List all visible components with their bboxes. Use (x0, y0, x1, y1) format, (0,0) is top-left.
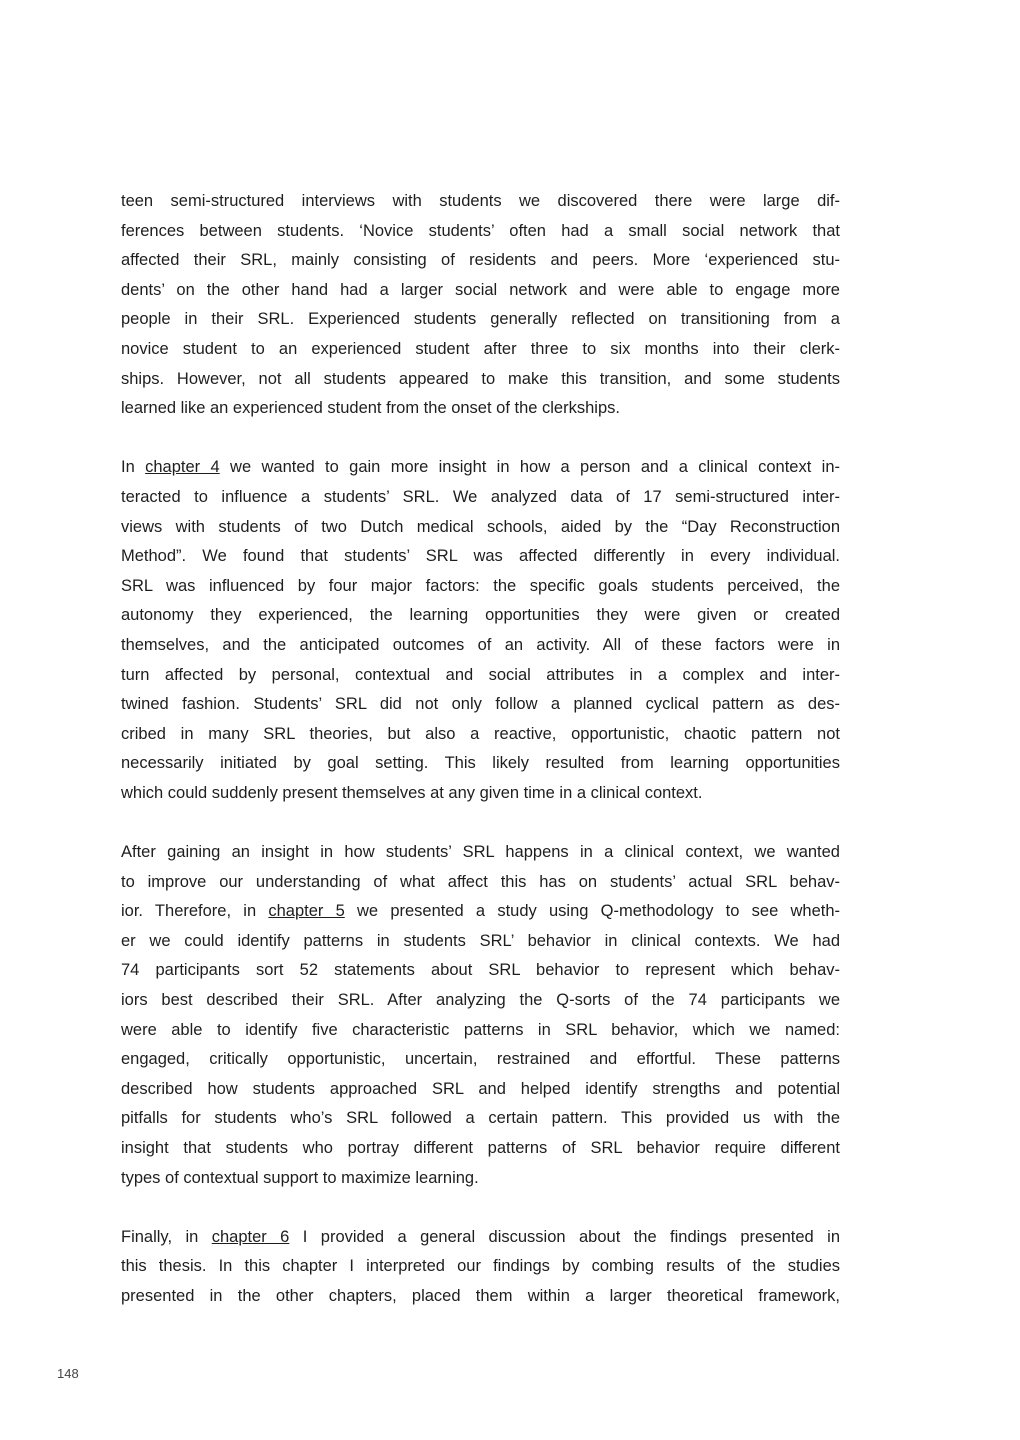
chapter-link[interactable]: chapter 6 (211, 1227, 290, 1246)
text-line: iors best described their SRL. After analyzing the Q-sorts of the 74 participants we (121, 991, 840, 1010)
text-line: pitfalls for students who’s SRL followed a certain pattern. This provided us with the (121, 1109, 840, 1128)
text-line: ior. Therefore, in chapter 5 we presented a study using Q-methodology to see wheth- (121, 902, 840, 921)
text-line: ferences between students. ‘Novice students’ often had a small social network that (121, 221, 840, 240)
text-line: engaged, critically opportunistic, uncertain, restrained and effortful. These patterns (121, 1050, 840, 1069)
text-line: In chapter 4 we wanted to gain more insight in how a person and a clinical context in- (121, 458, 840, 477)
page-number: 148 (57, 1366, 79, 1381)
text-line: which could suddenly present themselves at any given time in a clinical context. (121, 783, 703, 802)
text-line: novice student to an experienced student after three to six months into their clerk- (121, 339, 840, 358)
text-line: twined fashion. Students’ SRL did not only follow a planned cyclical pattern as des- (121, 695, 840, 714)
text-line: affected their SRL, mainly consisting of residents and peers. More ‘experienced stu- (121, 251, 840, 270)
text-line: SRL was influenced by four major factors: the specific goals students perceived, the (121, 576, 840, 595)
paragraph (121, 1223, 840, 1312)
text-line: 74 participants sort 52 statements about SRL behavior to represent which behav- (121, 961, 840, 980)
text-line: Method”. We found that students’ SRL was affected differently in every individual. (121, 547, 840, 566)
text-line: necessarily initiated by goal setting. This likely resulted from learning opportunities (121, 754, 840, 773)
text-line: themselves, and the anticipated outcomes of an activity. All of these factors were in (121, 635, 840, 654)
text-line: were able to identify five characteristic patterns in SRL behavior, which we named: (121, 1020, 840, 1039)
text-line: insight that students who portray different patterns of SRL behavior require different (121, 1139, 840, 1157)
text-line: described how students approached SRL and helped identify strengths and potential (121, 1079, 840, 1098)
text-line: people in their SRL. Experienced students generally reflected on transitioning from a (121, 310, 840, 329)
text-line: presented in the other chapters, placed them within a larger theoretical framework, (121, 1286, 840, 1305)
text-line: cribed in many SRL theories, but also a reactive, opportunistic, chaotic pattern not (121, 724, 840, 743)
text-line: this thesis. In this chapter I interpreted our findings by combing results of the studies (121, 1257, 840, 1276)
text-line: ships. However, not all students appeared to make this transition, and some students (121, 369, 840, 388)
text-line: dents’ on the other hand had a larger social network and were able to engage more (121, 280, 840, 299)
body-text (121, 187, 840, 1341)
chapter-link[interactable]: chapter 4 (145, 458, 220, 477)
text-line: learned like an experienced student from the onset of the clerkships. (121, 399, 620, 418)
text-line: turn affected by personal, contextual and social attributes in a complex and inter- (121, 665, 840, 684)
text-line: er we could identify patterns in students SRL’ behavior in clinical contexts. We had (121, 931, 840, 950)
text-line: Finally, in chapter 6 I provided a general discussion about the findings presented in (121, 1227, 840, 1246)
text-line: types of contextual support to maximize learning. (121, 1168, 479, 1187)
text-line: After gaining an insight in how students’ SRL happens in a clinical context, we wanted (121, 843, 840, 862)
text-line: to improve our understanding of what affect this has on students’ actual SRL behav- (121, 872, 840, 891)
paragraph (121, 838, 840, 1193)
text-line: autonomy they experienced, the learning opportunities they were given or created (121, 606, 840, 625)
text-line: teen semi-structured interviews with students we discovered there were large dif- (121, 192, 840, 210)
text-line: teracted to influence a students’ SRL. We analyzed data of 17 semi-structured inter- (121, 487, 840, 506)
text-line: views with students of two Dutch medical schools, aided by the “Day Reconstruction (121, 517, 840, 536)
chapter-link[interactable]: chapter 5 (268, 902, 345, 921)
paragraph (121, 453, 840, 808)
paragraph (121, 187, 840, 424)
